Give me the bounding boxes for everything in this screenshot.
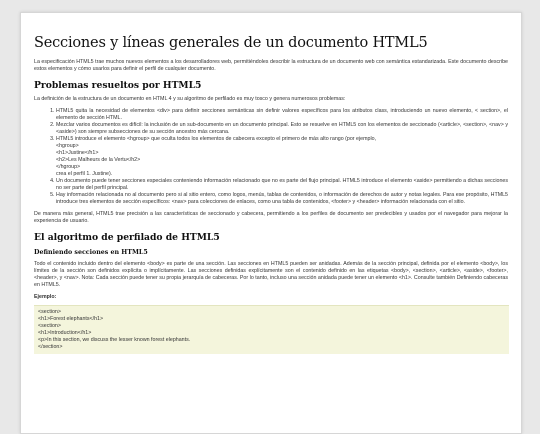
- example-label: Ejemplo:: [34, 294, 57, 300]
- problem-item-line: 1. HTML5 quita la necesidad de elementos <div> para definir secciones semánticas sin definir valores específicos para los atributos class, introduciendo un nuevo elemento, < section>, el elemento de sección HTML.: [56, 108, 508, 121]
- problem-item: [56, 178, 508, 192]
- problem-item-line: 2. Mezclar varios documentos es difícil: la inclusión de un sub-documento en un documento principal. Esto se resuelve en HTML5 con los elementos de seccionado (<article>, <section>, <nav> y <aside>) son siempre subsecciones de su sección ancestro más cercana.: [56, 122, 508, 135]
- problem-item: [56, 122, 508, 136]
- code-line: <h1>Introduction</h1>: [38, 330, 92, 336]
- problems-list: [34, 108, 508, 206]
- document-content: [21, 35, 521, 354]
- code-line: <section>: [38, 309, 61, 315]
- code-line: <p>In this section, we discuss the lesser known forest elephants.: [38, 337, 191, 343]
- problem-item: [56, 108, 508, 122]
- code-line: <section>: [38, 323, 61, 329]
- sections-body: Todo el contenido incluido dentro del elemento <body> es parte de una sección. Las secciones en HTML5 pueden ser anidadas. Además de la sección principal, definida por el elemento <body>, los límites de la sección son definidos explícita o implícitamente. Las secciones definidas explícitamente son el contenido definido en las etiquetas <body>, <section>, <article>, <aside>, <footer>, <header>, y <nav>. Nota: Cada sección puede tener su propia jerarquía de cabeceras. Por lo tanto, incluso una sección anidada puede tener un elemento <h1>. Consulte también Definiendo cabeceras en HTML5.: [34, 261, 508, 288]
- problem-item-line: 4. Un documento puede tener secciones especiales conteniendo información relacionado que no es parte del flujo principal. HTML5 introduce el elemento <aside> permitiendo a dichas secciones no ser parte del perfil principal.: [56, 178, 508, 191]
- problem-item-line: </hgroup>: [56, 164, 81, 170]
- problem-item-line: <h1>Justine</h1>: [56, 150, 99, 156]
- problem-item: [56, 192, 508, 206]
- page-title: Secciones y líneas generales de un documento HTML5: [34, 35, 428, 51]
- document-page: [20, 12, 522, 434]
- code-line: </section>: [38, 344, 63, 350]
- problem-item-line: crea el perfil 1. Justine).: [56, 171, 113, 177]
- section-heading-problems: Problemas resueltos por HTML5: [34, 80, 202, 91]
- subheading-defining-sections: Definiendo secciones en HTML5: [34, 249, 148, 256]
- code-line: <h1>Forest elephants</h1>: [38, 316, 104, 322]
- code-example: [34, 305, 509, 354]
- problem-item-line: 3. HTML5 introduce el elemento <hgroup> que oculta todos los elementos de cabecera excepto el primero de más alto rango (por ejemplo,: [56, 136, 377, 142]
- problems-closing: De manera más general, HTML5 trae precisión a las características de seccionado y cabecera, permitiendo a los perfiles de documento ser predecibles y usados por el navegador para mejorar la experiencia de usuario.: [34, 211, 508, 224]
- intro-paragraph: La especificación HTML5 trae muchos nuevos elementos a los desarrolladores web, permitiéndoles describir la estructura de un documento web con semántica estandarizada. Este documento describe estos elementos y cómo usarlos para definir el perfil de cualquier documento.: [34, 59, 508, 72]
- section-heading-algorithm: El algoritmo de perfilado de HTML5: [34, 232, 220, 243]
- problem-item-line: 5. Hay información relacionada no al documento pero si al sitio entero, como logos, menús, tablas de contenidos, o información de derechos de autor y notas legales. Para ese propósito, HTML5 introduce tres elementos de sección específicos: <nav> para colecciones de enlaces, como una tabla de contenidos, <footer> y <header> información relacionada con el sitio.: [56, 192, 508, 205]
- problems-intro: La definición de la estructura de un documento en HTML 4 y su algoritmo de perfilado es muy tosco y genera numerosos problemas:: [34, 96, 346, 102]
- problem-item-line: <h2>Les Malheurs de la Vertu</h2>: [56, 157, 141, 163]
- problem-item-line: <hgroup>: [56, 143, 79, 149]
- problem-item: [56, 136, 508, 178]
